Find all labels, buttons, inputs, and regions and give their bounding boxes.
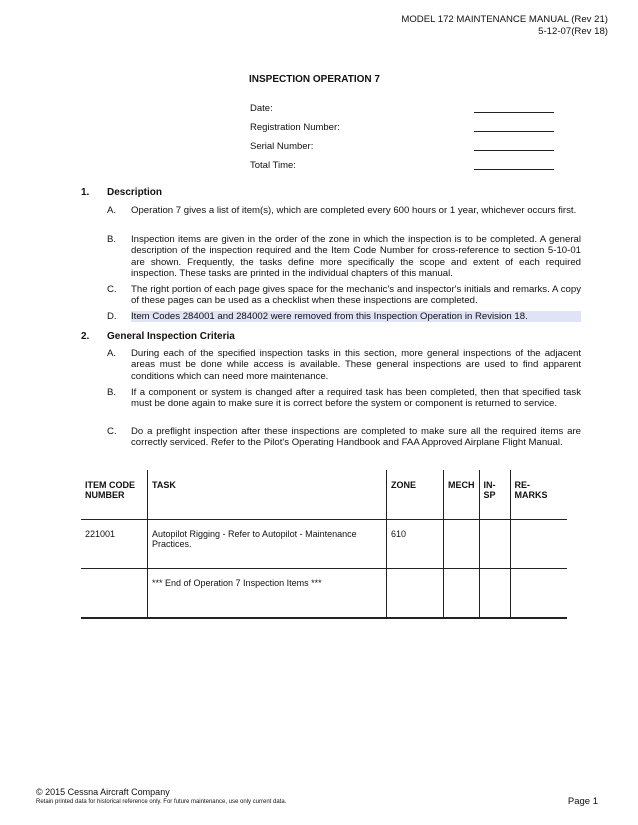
item-text: During each of the specified inspection tasks in this section, more general inspections of the adjacent areas must be done while access is available. These general inspections are used to find apparent conditions which can need more maintenance. [131, 348, 581, 382]
copyright-text: © 2015 Cessna Aircraft Company [36, 787, 170, 797]
serial-number-label: Serial Number: [250, 141, 314, 152]
column-header-mech: MECH [444, 470, 480, 520]
page-number: Page 1 [567, 796, 598, 807]
mech-cell[interactable] [444, 569, 480, 619]
item-letter: A. [107, 205, 117, 216]
task-cell: Autopilot Rigging - Refer to Autopilot - Maintenance Practices. [148, 520, 387, 569]
date-label: Date: [250, 103, 273, 114]
document-header [401, 14, 608, 38]
total-time-field[interactable] [474, 169, 554, 170]
column-header-remarks: RE- MARKS [510, 470, 567, 520]
item-letter: A. [107, 348, 117, 359]
list-item [107, 284, 581, 307]
column-header-insp: IN- SP [479, 470, 510, 520]
item-code-cell: 221001 [85, 529, 116, 539]
zone-cell: 610 [387, 520, 444, 569]
section-revision: 5-12-07(Rev 18) [538, 26, 608, 37]
list-item [107, 426, 581, 449]
task-cell: *** End of Operation 7 Inspection Items *** [148, 569, 387, 619]
item-letter: C. [107, 284, 117, 295]
section-number: 2. [81, 331, 90, 342]
section-number: 1. [81, 187, 90, 198]
item-text: Inspection items are given in the order of the zone in which the inspection is to be completed. A general description of the inspection required and the Item Code Number for cross-reference to section 5-10-01 are shown. Frequently, the tasks define more specifically the scope and extent of each required inspection. These tasks are printed in the individual chapters of this manual. [131, 234, 581, 279]
table-header-row [81, 470, 567, 520]
list-item [107, 205, 581, 216]
revision-highlight-text: Item Codes 284001 and 284002 were removed from this Inspection Operation in Revision 18. [131, 311, 581, 322]
date-field[interactable] [474, 112, 554, 113]
inspection-table [81, 470, 567, 619]
item-text: Operation 7 gives a list of item(s), which are completed every 600 hours or 1 year, whichever occurs first. [131, 205, 577, 216]
section-title: General Inspection Criteria [107, 331, 235, 342]
item-letter: C. [107, 426, 117, 437]
section-title: Description [107, 187, 163, 198]
insp-cell[interactable] [479, 520, 510, 569]
page-title: INSPECTION OPERATION 7 [249, 74, 380, 85]
item-text: The right portion of each page gives space for the mechanic's and inspector's initials and remarks. A copy of these pages can be used as a checklist when these inspections are completed. [131, 284, 581, 307]
insp-cell[interactable] [479, 569, 510, 619]
list-item [107, 234, 581, 279]
item-text: If a component or system is changed after a required task has been completed, then that specified task must be done again to make sure it is correct before the system or component is returned to service. [131, 387, 581, 410]
column-header-task: TASK [148, 470, 387, 520]
zone-cell [387, 569, 444, 619]
registration-number-label: Registration Number: [250, 122, 340, 133]
total-time-label: Total Time: [250, 160, 296, 171]
list-item [107, 387, 581, 410]
serial-number-field[interactable] [474, 150, 554, 151]
list-item [107, 348, 581, 382]
item-text: Do a preflight inspection after these inspections are completed to make sure all the required items are correctly serviced. Refer to the Pilot's Operating Handbook and FAA Approved Airplane Flight Manual. [131, 426, 581, 449]
table-row [81, 569, 567, 619]
table-row [81, 520, 567, 569]
column-header-item-code: ITEM CODE NUMBER [85, 480, 136, 500]
item-letter: B. [107, 387, 117, 398]
remarks-cell[interactable] [510, 569, 567, 619]
item-letter: B. [107, 234, 117, 245]
retention-notice: Retain printed data for historical reference only. For future maintenance, use only current data. [36, 799, 287, 805]
column-header-zone: ZONE [387, 470, 444, 520]
remarks-cell[interactable] [510, 520, 567, 569]
registration-number-field[interactable] [474, 131, 554, 132]
item-code-cell [81, 569, 148, 619]
manual-title: MODEL 172 MAINTENANCE MANUAL (Rev 21) [401, 14, 608, 25]
list-item [107, 311, 581, 322]
mech-cell[interactable] [444, 520, 480, 569]
item-letter: D. [107, 311, 117, 322]
